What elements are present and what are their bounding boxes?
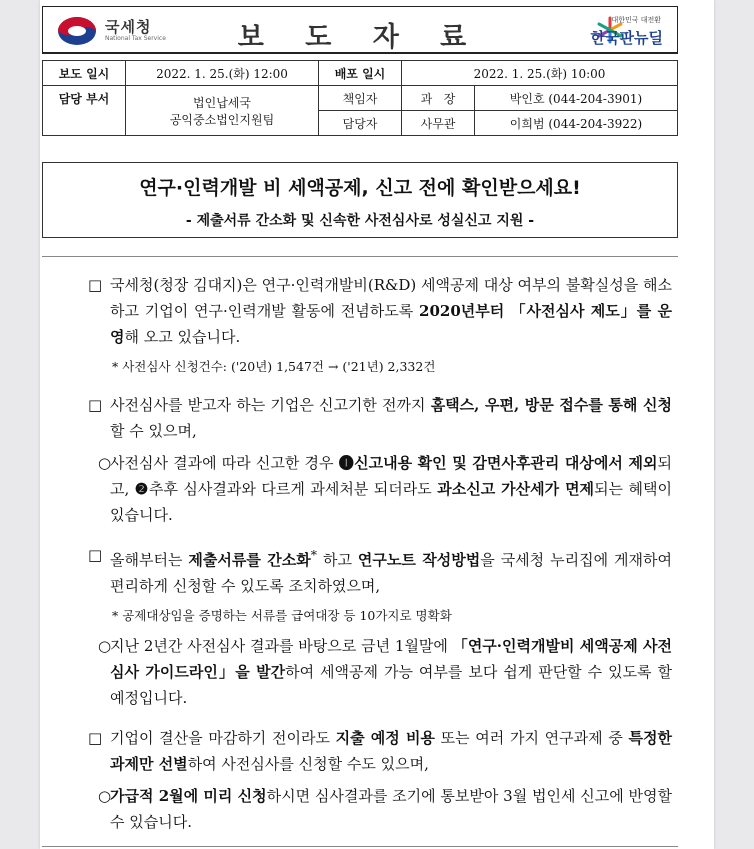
brand-top: 대한민국 대전환 <box>611 16 661 24</box>
paragraph-1: □ 국세청(청장 김대지)은 연구·인력개발비(R&D) 세액공제 대상 여부의 불확실성을 해소하고 기업이 연구·인력개발 활동에 전념하도록 2020년부터 「사전심사 제도」를 운영해 오고 있습니다. <box>92 272 672 350</box>
circle-bullet: ○ <box>98 637 112 655</box>
manager-label: 책임자 <box>319 86 402 111</box>
staff-title: 사무관 <box>402 111 475 136</box>
paragraph-4: □ 올해부터는 제출서류를 간소화* 하고 연구노트 작성방법을 국세청 누리집에 게재하여 편리하게 신청할 수 있도록 조치하였으며, <box>92 542 672 599</box>
paragraph-5: ○ 지난 2년간 사전심사 결과를 바탕으로 금년 1월말에 「연구·인력개발비 세액공제 사전심사 가이드라인」을 발간하여 세액공제 가능 여부를 보다 쉽게 판단할 수 있도록 할 예정입니다. <box>92 633 672 711</box>
circle-bullet: ○ <box>98 787 112 805</box>
agency-sub: National Tax Service <box>105 35 166 42</box>
manager-title: 과 장 <box>402 86 475 111</box>
note-2: * 공제대상임을 증명하는 서류를 급여대장 등 10가지로 명확화 <box>112 608 452 623</box>
square-bullet: □ <box>88 396 103 414</box>
dept-line2: 공익중소법인지원팀 <box>169 112 275 127</box>
staff-contact: 이희범 (044-204-3922) <box>475 111 678 136</box>
top-divider <box>42 256 678 257</box>
bottom-divider <box>42 846 678 847</box>
report-date: 2022. 1. 25.(화) 12:00 <box>126 61 319 86</box>
brand-name: 한국판뉴딜 <box>590 29 663 47</box>
note-1: * 사전심사 신청건수: ('20년) 1,547건 → ('21년) 2,332건 <box>112 359 436 374</box>
dept-cell <box>126 86 319 136</box>
paragraph-6: □ 기업이 결산을 마감하기 전이라도 지출 예정 비용 또는 여러 가지 연구과제 중 특정한 과제만 선별하여 사전심사를 신청할 수도 있으며, <box>92 725 672 777</box>
dept-label: 담당 부서 <box>43 86 126 136</box>
paragraph-3: ○ 사전심사 결과에 따라 신고한 경우 ❶신고내용 확인 및 감면사후관리 대상에서 제외되고, ❷추후 심사결과와 다르게 과세처분 되더라도 과소신고 가산세가 면제되는 혜택이 있습니다. <box>92 450 672 528</box>
press-body <box>88 272 673 835</box>
paragraph-7: ○ 가급적 2월에 미리 신청하시면 심사결과를 조기에 통보받아 3월 법인세 신고에 반영할 수 있습니다. <box>92 783 672 835</box>
headline-box <box>42 162 678 238</box>
agency-name: 국세청 <box>105 18 152 36</box>
page-title: 보 도 자 료 <box>237 22 483 53</box>
dept-line1: 법인납세국 <box>193 95 251 110</box>
manager-contact: 박인호 (044-204-3901) <box>475 86 678 111</box>
press-header <box>42 6 678 54</box>
staff-label: 담당자 <box>319 111 402 136</box>
square-bullet: □ <box>88 729 103 747</box>
distribution-date-label: 배포 일시 <box>319 61 402 86</box>
circle-bullet: ○ <box>98 454 112 472</box>
paragraph-2: □ 사전심사를 받고자 하는 기업은 신고기한 전까지 홈택스, 우편, 방문 접수를 통해 신청할 수 있으며, <box>92 392 672 444</box>
square-bullet: □ <box>88 546 103 564</box>
release-info-table <box>42 60 678 136</box>
square-bullet: □ <box>88 276 103 294</box>
report-date-label: 보도 일시 <box>43 61 126 86</box>
headline-main: 연구·인력개발 비 세액공제, 신고 전에 확인받으세요! <box>139 177 581 199</box>
distribution-date: 2022. 1. 25.(화) 10:00 <box>402 61 678 86</box>
headline-sub: - 제출서류 간소화 및 신속한 사전심사로 성실신고 지원 - <box>185 213 535 229</box>
